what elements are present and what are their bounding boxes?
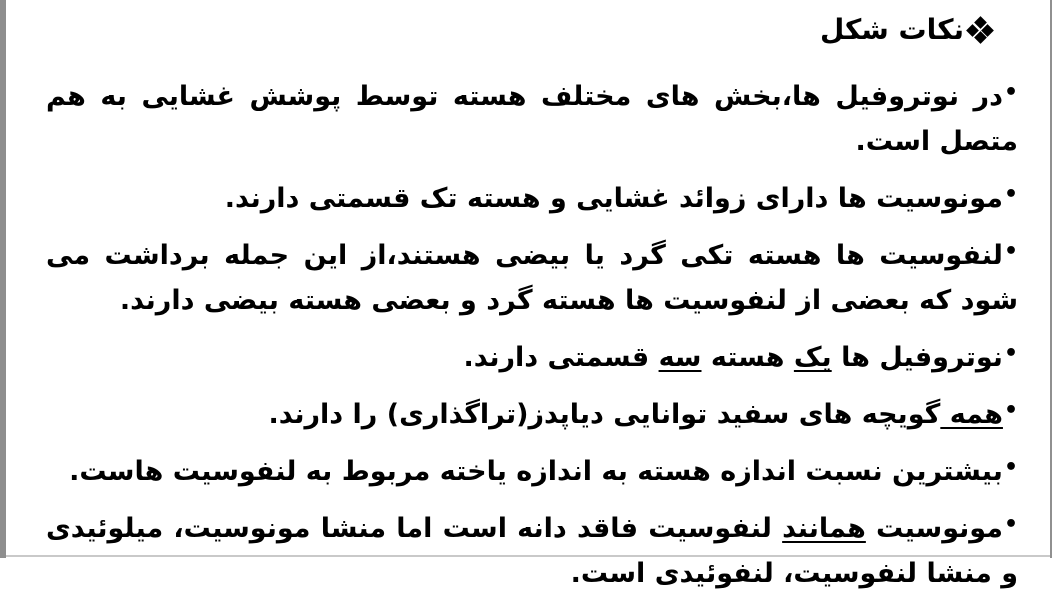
- bullet-item: [46, 502, 1018, 596]
- bullet-text: قسمتی دارند.: [463, 342, 659, 373]
- bullet-item: [46, 445, 1018, 494]
- bullet-item: [46, 331, 1018, 380]
- bullet-item: [46, 70, 1018, 164]
- bullet-text-underlined: یک: [793, 342, 832, 373]
- bullet-marker-icon: •: [1003, 341, 1018, 366]
- bullet-marker-icon: •: [1003, 80, 1018, 105]
- bullet-text: بیشترین نسبت اندازه هسته به اندازه یاخته مربوط به لنفوسیت هاست.: [69, 456, 1003, 487]
- bullet-marker-icon: •: [1003, 182, 1018, 207]
- bullet-text-underlined: سه: [658, 342, 702, 373]
- bullet-text: مونوسیت: [865, 513, 1003, 544]
- bullet-text: هسته: [701, 342, 794, 373]
- bullet-list: [46, 70, 1018, 596]
- bullet-text-underlined: همانند: [782, 513, 866, 544]
- bullet-marker-icon: •: [1003, 455, 1018, 480]
- bullet-item: [46, 388, 1018, 437]
- slide-content: [46, 10, 1018, 604]
- bullet-text: لنفوسیت ها هسته تکی گرد یا بیضی هستند،از این جمله برداشت می شود که بعضی از لنفوسیت ها هسته گرد و بعضی هسته بیضی دارند.: [46, 240, 1018, 316]
- slide-right-border: [1050, 0, 1052, 558]
- page-title-text: نکات شکل: [819, 13, 964, 46]
- bullet-text: لنفوسیت فاقد دانه است اما منشا مونوسیت، میلوئیدی و منشا لنفوسیت، لنفوئیدی است.: [46, 513, 1018, 589]
- page-title: [46, 10, 1018, 50]
- bullet-item: [46, 172, 1018, 221]
- bullet-text: مونوسیت ها دارای زوائد غشایی و هسته تک قسمتی دارند.: [224, 183, 1003, 214]
- bullet-marker-icon: •: [1003, 398, 1018, 423]
- diamond-bullet-icon: [968, 18, 992, 42]
- bullet-marker-icon: •: [1003, 239, 1018, 264]
- bullet-text-underlined: همه: [940, 399, 1003, 430]
- bullet-item: [46, 229, 1018, 323]
- bullet-text: در نوتروفیل ها،بخش های مختلف هسته توسط پوشش غشایی به هم متصل است.: [46, 81, 1018, 157]
- bullet-text: گویچه های سفید توانایی دیاپدز(تراگذاری) را دارند.: [268, 399, 941, 430]
- bullet-marker-icon: •: [1003, 512, 1018, 537]
- window-left-edge: [0, 0, 6, 558]
- slide-bottom-border: [6, 555, 1050, 557]
- bullet-text: نوتروفیل ها: [831, 342, 1003, 373]
